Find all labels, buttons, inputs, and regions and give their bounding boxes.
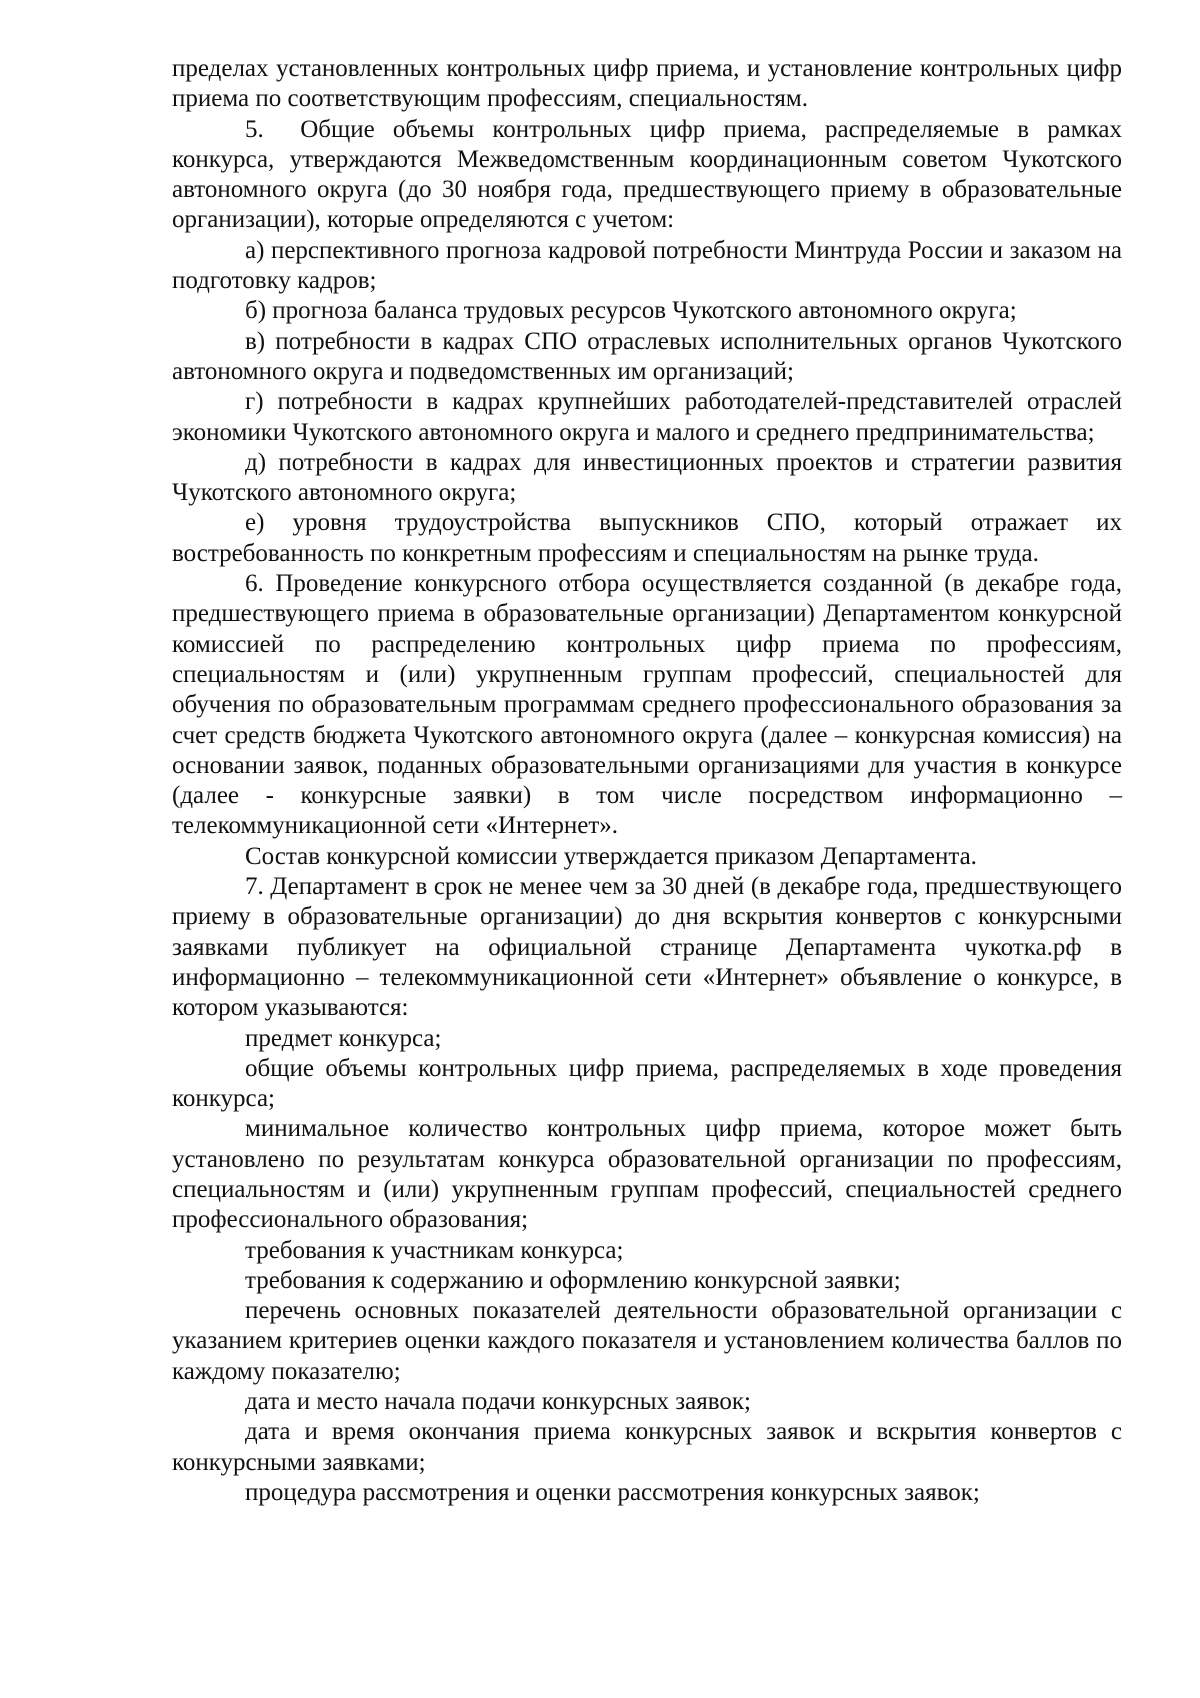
paragraph-list-indicators: перечень основных показателей деятельности образовательной организации с указанием критериев оценки каждого показателя и установлением количества баллов по каждому показателю; — [172, 1297, 1122, 1385]
paragraph-subitem-g: г) потребности в кадрах крупнейших работодателей-представителей отраслей экономики Чукотского автономного округа и малого и среднего предпринимательства; — [172, 388, 1122, 446]
paragraph-item-6: 6. Проведение конкурсного отбора осуществляется созданной (в декабре года, предшествующего приема в образовательные организации) Департаментом конкурсной комиссией по распределению контрольных цифр приема по профессиям, специальностям и (или) укрупненным группам профессий, специальностей для обучения по образовательным программам среднего профессионального образования за счет средств бюджета Чукотского автономного округа (далее – конкурсная комиссия) на основании заявок, поданных образовательными организациями для участия в конкурсе (далее - конкурсные заявки) в том числе посредством информационно – телекоммуникационной сети «Интернет». — [172, 570, 1122, 840]
paragraph-commission-composition: Состав конкурсной комиссии утверждается приказом Департамента. — [245, 842, 977, 870]
paragraph-list-application-requirements: требования к содержанию и оформлению конкурсной заявки; — [245, 1266, 901, 1294]
paragraph-list-minimum-quantity: минимальное количество контрольных цифр приема, которое может быть установлено по результатам конкурса образовательной организации по профессиям, специальностям и (или) укрупненным группам профессий, специальностей среднего профессионального образования; — [172, 1115, 1122, 1234]
paragraph-subitem-e: е) уровня трудоустройства выпускников СПО, который отражает их востребованность по конкретным профессиям и специальностям на рынке труда. — [172, 509, 1122, 567]
paragraph-item-7: 7. Департамент в срок не менее чем за 30 дней (в декабре года, предшествующего приему в образовательные организации) до дня вскрытия конвертов с конкурсными заявками публикует на официальной странице Департамента чукотка.рф в информационно – телекоммуникационной сети «Интернет» объявление о конкурсе, в котором указываются: — [172, 873, 1122, 1022]
paragraph-subitem-b: б) прогноза баланса трудовых ресурсов Чукотского автономного округа; — [245, 297, 1017, 325]
paragraph-subitem-d: д) потребности в кадрах для инвестиционных проектов и стратегии развития Чукотского автономного округа; — [172, 448, 1122, 507]
paragraph-list-submission-start: дата и место начала подачи конкурсных заявок; — [245, 1388, 751, 1416]
paragraph-list-review-procedure: процедура рассмотрения и оценки рассмотрения конкурсных заявок; — [245, 1478, 980, 1506]
paragraph-list-submission-end: дата и время окончания приема конкурсных заявок и вскрытия конвертов с конкурсными заявками; — [172, 1418, 1122, 1476]
paragraph-list-total-volumes: общие объемы контрольных цифр приема, распределяемых в ходе проведения конкурса; — [172, 1054, 1122, 1113]
paragraph-list-subject: предмет конкурса; — [245, 1024, 442, 1052]
paragraph-subitem-v: в) потребности в кадрах СПО отраслевых исполнительных органов Чукотского автономного округа и подведомственных им организаций; — [172, 327, 1122, 385]
paragraph-subitem-a: а) перспективного прогноза кадровой потребности Минтруда России и заказом на подготовку кадров; — [172, 236, 1122, 295]
paragraph-item-5: 5. Общие объемы контрольных цифр приема, распределяемые в рамках конкурса, утверждаются Межведомственным координационным советом Чукотского автономного округа (до 30 ноября года, предшествующего приему в образовательные организации), которые определяются с учетом: — [172, 115, 1122, 234]
document-body — [172, 54, 1122, 1508]
paragraph-continuation: пределах установленных контрольных цифр приема, и установление контрольных цифр приема по соответствующим профессиям, специальностям. — [172, 55, 1122, 113]
paragraph-list-participant-requirements: требования к участникам конкурса; — [245, 1236, 624, 1264]
